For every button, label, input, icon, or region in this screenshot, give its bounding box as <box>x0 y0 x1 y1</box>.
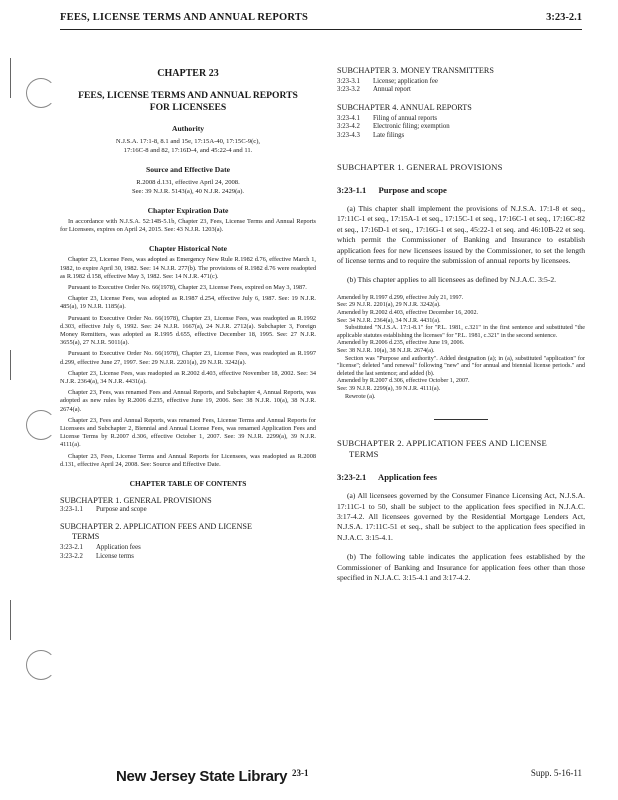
punch-hole-middle <box>26 410 56 440</box>
authority-line-2: 17:16C-8 and 82, 17:16D-4, and 45:22-4 and 11. <box>123 147 253 154</box>
section-2-1-heading <box>337 472 585 482</box>
toc-subchapter-2-line-2: TERMS <box>72 532 100 542</box>
toc-subchapter-4: SUBCHAPTER 4. ANNUAL REPORTS <box>337 102 472 112</box>
section-1-1-paragraph-a: (a) This chapter shall implement the provisions of N.J.S.A. 17:1-8 et seq., 17:11C-1 et seq., 17:15A-1 et seq., 17:15C-1 et seq., 17:16C-1 et seq., 17:16C-82 et seq., 17:16D-1 et seq., 17:16G-1 et seq., 45:22-1 et seq. and 46:10B-22 et seq. which permit the Commissioner of Banking and Insurance to establish application fees for new licensees issued by the Commissioner, to set the length of license terms and to require the submission of annual reports by licensees. <box>337 204 585 266</box>
toc-item-title: Annual report <box>373 86 411 94</box>
toc-item-number: 3:23-3.2 <box>337 86 360 94</box>
toc-item-number: 3:23-4.3 <box>337 131 360 139</box>
section-2-1-paragraph-a: (a) All licensees governed by the Consumer Finance Licensing Act, N.J.S.A. 17:11C-1 to 50, shall be subject to the application fees specified in N.J.A.C. 3:17-4.2. All licensees governed by the Residential Mortgage Lenders Act, N.J.S.A. 17:11C-51 et seq., shall be subject to the application fees specified in N.J.A.C. 3:15-4.1. <box>337 491 585 542</box>
history-line: See: 39 N.J.R. 2299(a), 39 N.J.R. 4111(a). <box>337 386 441 392</box>
toc-subchapter-1: SUBCHAPTER 1. GENERAL PROVISIONS <box>60 496 212 506</box>
page-number: 23-1 <box>292 768 309 778</box>
history-line: Rewrote (a). <box>345 393 376 400</box>
toc-item <box>337 86 585 94</box>
toc-item-title: Purpose and scope <box>96 506 147 514</box>
history-line: Section was "Purpose and authority". Added designation (a); in (a), substituted "application" for "license"; deleted "and renewal" following "new" and "for annual and biennial license periods." and deleted the last sentence; and added (b). <box>337 355 585 377</box>
toc-item-number: 3:23-2.1 <box>60 544 83 552</box>
authority-line-1: N.J.S.A. 17:1-8, 8.1 and 15e, 17:15A-40, 17:15C-9(c), <box>115 138 261 145</box>
section-number: 3:23-1.1 <box>337 185 367 196</box>
toc-subchapter-2 <box>60 522 316 542</box>
toc-heading: CHAPTER TABLE OF CONTENTS <box>129 479 247 489</box>
chapter-number: CHAPTER 23 <box>157 68 219 79</box>
section-title: Application fees <box>378 472 438 483</box>
history-line: See: 34 N.J.R. 2364(a), 34 N.J.R. 4431(a). <box>337 317 441 324</box>
history-line: Amended by R.2002 d.403, effective December 16, 2002. <box>337 310 479 317</box>
toc-item <box>60 506 316 514</box>
header-section-number: 3:23-2.1 <box>546 12 582 23</box>
source-heading: Source and Effective Date <box>145 165 230 174</box>
expiration-paragraph: In accordance with N.J.S.A. 52:14B-5.1b, Chapter 23, Fees, License Terms and Annual Reports for Licensees, expires on April 24, 2015. See: 43 N.J.R. 1203(a). <box>60 218 316 234</box>
running-header <box>60 8 582 30</box>
right-column <box>337 66 585 583</box>
history-notes <box>60 256 316 469</box>
history-line: Amended by R.2006 d.235, effective June 19, 2006. <box>337 340 465 347</box>
section-divider <box>434 419 488 420</box>
history-paragraph: Chapter 23, Fees and Annual Reports, was renamed Fees, License Terms and Annual Reports for Licensees and Subchapter 2, Biennial and Annual License Fees, was renamed Application Fees and License Terms by R.2007 d.306, effective October 1, 2007. See: 39 N.J.R. 2299(a), 39 N.J.R. 4111(a). <box>60 416 316 449</box>
left-column <box>60 66 316 561</box>
history-paragraph: Pursuant to Executive Order No. 66(1978), Chapter 23, License Fees, expired on May 3, 1987. <box>68 284 307 292</box>
history-paragraph: Pursuant to Executive Order No. 66(1978), Chapter 23, License Fees, was readopted as R.1997 d.299, effective June 27, 1997. See: 29 N.J.R. 2201(a), 29 N.J.R. 3242(a). <box>60 350 316 366</box>
toc-item-number: 3:23-1.1 <box>60 506 83 514</box>
section-number: 3:23-2.1 <box>337 472 367 483</box>
history-paragraph: Pursuant to Executive Order No. 66(1978), Chapter 23, License Fees, was readopted as R.1992 d.303, effective July 6, 1992. See: 24 N.J.R. 1667(a), 24 N.J.R. 2712(a). Subchapter 3, Foreign Money Remitters, was adopted as R.1995 d.655, effective December 18, 1995. See: 27 N.J.R. 3655(a), 27 N.J.R. 5011(a). <box>60 314 316 347</box>
subchapter-2-heading <box>337 438 585 460</box>
punch-hole-top <box>26 78 56 108</box>
toc-item-title: License terms <box>96 552 134 560</box>
toc-item-title: Filing of annual reports <box>373 114 437 122</box>
history-line: Amended by R.2007 d.306, effective October 1, 2007. <box>337 378 470 385</box>
toc-item <box>60 553 316 561</box>
source-line-1: R.2008 d.131, effective April 24, 2008. <box>136 179 240 186</box>
toc-item <box>337 115 585 123</box>
toc-item-number: 3:23-2.2 <box>60 552 83 560</box>
chapter-title <box>60 90 316 114</box>
section-1-1-history <box>337 295 585 401</box>
punch-hole-bottom <box>26 650 56 680</box>
history-paragraph: Chapter 23, License Fees, was adopted as Emergency New Rule R.1982 d.76, effective March 1, 1982, to expire April 30, 1982. See: 14 N.J.R. 277(b). The provisions of R.1982 d.76 were readopted as R.1982 d.158, effective May 3, 1982. See: 14 N.J.R. 471(c). <box>60 256 316 280</box>
history-paragraph: Chapter 23, Fees, was renamed Fees and Annual Reports, and Subchapter 4, Annual Reports, was adopted as new rules by R.2006 d.235, effective June 19, 2006. See: 38 N.J.R. 10(a), 38 N.J.R. 2674(a). <box>60 389 316 413</box>
history-heading: Chapter Historical Note <box>149 244 227 254</box>
authority-heading: Authority <box>171 124 205 133</box>
library-stamp: New Jersey State Library <box>116 768 288 785</box>
section-1-1-heading <box>337 185 585 195</box>
chapter-title-line-2: FOR LICENSEES <box>149 102 227 113</box>
subchapter-2-heading-line-1: SUBCHAPTER 2. APPLICATION FEES AND LICENSE <box>337 438 547 449</box>
history-line: Amended by R.1997 d.299, effective July 21, 1997. <box>337 294 464 301</box>
toc-subchapter-2-line-1: SUBCHAPTER 2. APPLICATION FEES AND LICENSE <box>60 522 252 532</box>
expiration-heading: Chapter Expiration Date <box>147 206 229 215</box>
header-title: FEES, LICENSE TERMS AND ANNUAL REPORTS <box>60 12 309 23</box>
section-title: Purpose and scope <box>378 185 447 196</box>
history-paragraph: Chapter 23, License Fees, was readopted as R.2002 d.403, effective November 18, 2002. See: 34 N.J.R. 2364(a), 34 N.J.R. 4431(a). <box>60 369 316 386</box>
authority-text <box>60 137 316 155</box>
margin-line-bottom <box>10 600 11 640</box>
subchapter-1-heading: SUBCHAPTER 1. GENERAL PROVISIONS <box>337 162 503 173</box>
toc-item-number: 3:23-3.1 <box>337 78 360 85</box>
chapter-title-line-1: FEES, LICENSE TERMS AND ANNUAL REPORTS <box>78 90 298 101</box>
toc-item-number: 3:23-4.1 <box>337 114 360 122</box>
subchapter-2-heading-line-2: TERMS <box>349 449 379 460</box>
supplement-date: Supp. 5-16-11 <box>530 768 582 778</box>
history-line: Substituted "N.J.S.A. 17:1-8.1" for "P.L. 1981, c.321" in the first sentence and substituted "the applicable statutes establishing the licenses" for "P.L. 1981, c.321" in the second sentence. <box>337 325 585 339</box>
section-2-1-paragraph-b: (b) The following table indicates the application fees established by the Commissioner of Banking and Insurance for application fees other than those specified in N.J.A.C. 3:15-4.1 and 3:17-4.2. <box>337 552 585 583</box>
toc-item-title: Late filings <box>373 131 405 139</box>
source-text <box>60 178 316 196</box>
history-paragraph: Chapter 23, Fees, License Terms and Annual Reports for Licensees, was readopted as R.2008 d.131, effective April 24, 2008. See: Source and Effective Date. <box>60 452 316 468</box>
history-line: See: 38 N.J.R. 10(a), 38 N.J.R. 2674(a). <box>337 348 435 355</box>
history-line: See: 29 N.J.R. 2201(a), 29 N.J.R. 3242(a). <box>337 302 441 309</box>
toc-item <box>337 123 585 131</box>
toc-item <box>337 78 585 86</box>
margin-line-top <box>10 58 11 98</box>
section-1-1-paragraph-b: (b) This chapter applies to all licensees as defined by N.J.A.C. 3:5-2. <box>347 275 557 285</box>
toc-item-title: License; application fee <box>373 78 438 85</box>
toc-subchapter-3: SUBCHAPTER 3. MONEY TRANSMITTERS <box>337 66 494 75</box>
toc-item-title: Application fees <box>96 544 141 552</box>
toc-item-title: Electronic filing; exemption <box>373 123 450 131</box>
history-paragraph: Chapter 23, License Fees, was adopted as R.1987 d.254, effective July 6, 1987. See: 19 N.J.R. 485(a), 19 N.J.R. 1185(a). <box>60 295 316 311</box>
margin-line-middle <box>10 350 11 380</box>
source-line-2: See: 39 N.J.R. 5143(a), 40 N.J.R. 2429(a). <box>131 188 245 195</box>
toc-item <box>60 544 316 552</box>
toc-item-number: 3:23-4.2 <box>337 123 360 131</box>
toc-item <box>337 132 585 140</box>
